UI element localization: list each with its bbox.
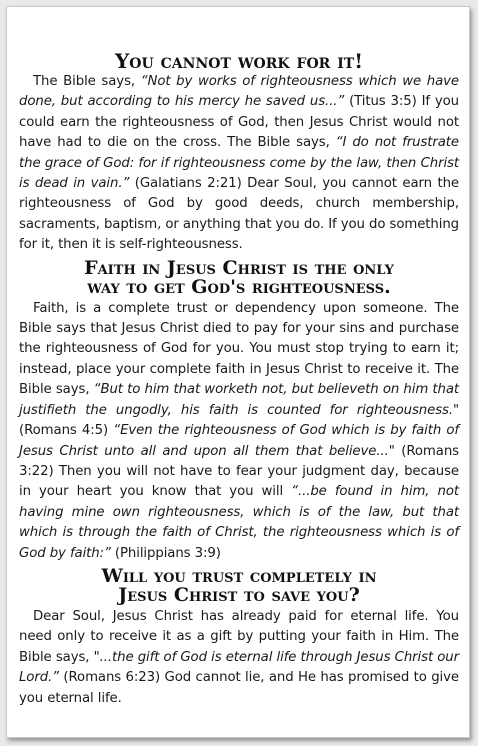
heading-faith-line2: way to get God's righteousness.	[87, 275, 391, 298]
scripture-quote: “Not by works of righteousness which we have done, but according to his mercy he saved us...”	[19, 74, 459, 110]
body-text: (Romans 3:22) Then you will not have to fear your judgment day, because in your heart you know that you will	[19, 443, 459, 500]
scripture-quote: “Even the righteousness of God which is by faith of Jesus Christ unto all and upon all them that believe..."	[19, 423, 460, 459]
body-text: The Bible says,	[33, 74, 141, 89]
paragraph-cannot-work	[19, 72, 459, 256]
body-text: (Romans 4:5)	[19, 423, 114, 439]
scripture-quote: ...the gift of God is eternal life through Jesus Christ our Lord.”	[19, 649, 459, 686]
paragraph-faith	[19, 299, 459, 564]
paragraph-trust	[19, 607, 459, 709]
body-text: Faith, is a complete trust or dependency upon someone. The Bible says that Jesus Christ died to pay for your sins and purchase the righteousness of God for you. You must stop trying to earn it; instead, place your complete faith in Jesus Christ to receive it. The Bible says,	[19, 300, 459, 398]
scripture-quote: “I do not frustrate the grace of God: for if righteousness come by the law, then Christ is dead in vain.”	[19, 135, 459, 192]
heading-faith-line1: Faith in Jesus Christ is the only	[84, 256, 394, 279]
body-text: (Romans 6:23) God cannot lie, and He has promised to give you eternal life.	[19, 670, 459, 706]
body-text: (Galatians 2:21) Dear Soul, you cannot earn the righteousness of God by good deeds, church membership, sacraments, baptism, or anything that you do. If you do something for it, then it is self-righteousness.	[19, 176, 460, 253]
heading-cannot-work: You cannot work for it!	[115, 49, 363, 73]
heading-faith-only-way	[19, 256, 459, 298]
heading-trust-line1: Will you trust completely in	[101, 564, 377, 587]
scripture-quote: “But to him that worketh not, but believeth on him that justifieth the ungodly, his faith is counted for righteousness."	[19, 382, 459, 418]
body-text: Dear Soul, Jesus Christ has already paid for eternal life. You need only to receive it as a gift by putting your faith in Him. The Bible says, "	[19, 608, 459, 665]
scripture-quote: “...be found in him, not having mine own righteousness, which is of the law, but that which is through the faith of Christ, the righteousness which is of God by faith:”	[19, 484, 459, 561]
heading-trust-completely	[19, 564, 459, 606]
body-text: (Titus 3:5) If you could earn the righteousness of God, then Jesus Christ would not have had to die on the cross. The Bible says,	[19, 94, 459, 151]
body-text: (Philippians 3:9)	[110, 545, 221, 561]
heading-trust-line2: Jesus Christ to save you?	[118, 583, 360, 606]
page-content	[19, 51, 459, 709]
tract-page	[6, 6, 470, 738]
